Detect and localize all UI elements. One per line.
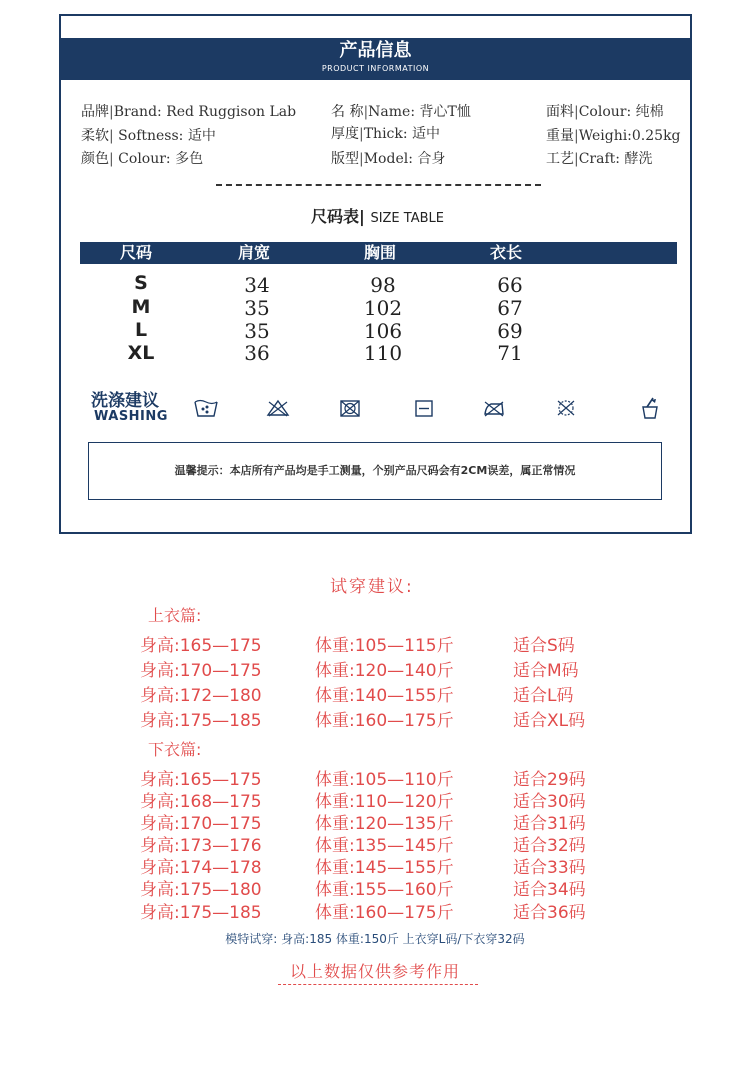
size-table-header bbox=[80, 242, 677, 264]
size-cell: L bbox=[134, 319, 148, 341]
weight-range: 体重:155—160斤 bbox=[315, 880, 454, 900]
reference-disclaimer: 以上数据仅供参考作用 bbox=[289, 962, 460, 981]
height-range: 身高:165—175 bbox=[140, 636, 262, 656]
height-range: 身高:175—185 bbox=[140, 903, 262, 923]
wash-bucket-icon bbox=[637, 396, 663, 420]
recommended-size: 适合30码 bbox=[513, 792, 586, 812]
weight-range: 体重:105—115斤 bbox=[315, 636, 454, 656]
info-colour-key: 颜色 bbox=[81, 151, 109, 167]
bottom-section-label: 下衣篇: bbox=[148, 740, 202, 759]
height-range: 身高:175—180 bbox=[140, 880, 262, 900]
size-table-title-en: SIZE TABLE bbox=[370, 211, 444, 226]
size-table-title-cn: 尺码表 bbox=[311, 207, 360, 226]
banner-title-cn: 产品信息 bbox=[339, 40, 412, 61]
info-model: 版型|Model: 合身 bbox=[331, 151, 446, 167]
height-range: 身高:165—175 bbox=[140, 770, 262, 790]
chest-cell: 102 bbox=[363, 296, 403, 320]
chest-cell: 98 bbox=[370, 273, 396, 297]
washing-title-cn: 洗涤建议 bbox=[91, 391, 159, 411]
size-header-shoulder: 肩宽 bbox=[238, 243, 271, 262]
recommended-size: 适合29码 bbox=[513, 770, 586, 790]
banner-title-en: PRODUCT INFORMATION bbox=[321, 64, 430, 73]
size-header-length: 衣长 bbox=[490, 243, 523, 262]
info-fabric-value: Colour: 纯棉 bbox=[578, 104, 664, 120]
hand-wash-icon bbox=[193, 396, 219, 420]
height-range: 身高:174—178 bbox=[140, 858, 262, 878]
product-info-card bbox=[59, 14, 692, 534]
recommended-size: 适合33码 bbox=[513, 858, 586, 878]
info-brand-value: Brand: Red Ruggison Lab bbox=[113, 104, 297, 120]
notice-box bbox=[88, 442, 662, 500]
size-header-size: 尺码 bbox=[120, 243, 153, 262]
recommended-size: 适合31码 bbox=[513, 814, 586, 834]
info-model-key: 版型 bbox=[331, 151, 359, 167]
reference-underline bbox=[278, 984, 478, 985]
no-bleach-icon bbox=[265, 396, 291, 420]
shoulder-cell: 36 bbox=[244, 341, 270, 365]
shoulder-cell: 35 bbox=[244, 296, 270, 320]
size-cell: S bbox=[134, 272, 148, 294]
info-craft-key: 工艺 bbox=[546, 151, 574, 167]
no-tumble-dry-icon bbox=[337, 396, 363, 420]
info-name: 名 称|Name: 背心T恤 bbox=[331, 104, 471, 120]
info-fabric: 面料|Colour: 纯棉 bbox=[546, 104, 664, 120]
weight-range: 体重:105—110斤 bbox=[315, 770, 454, 790]
chest-cell: 110 bbox=[363, 341, 403, 365]
length-cell: 66 bbox=[497, 273, 523, 297]
weight-range: 体重:160—175斤 bbox=[315, 711, 454, 731]
recommended-size: 适合32码 bbox=[513, 836, 586, 856]
no-dry-clean-icon bbox=[553, 396, 579, 420]
height-range: 身高:172—180 bbox=[140, 686, 262, 706]
info-weight: 重量|Weighi:0.25kg bbox=[546, 128, 681, 144]
dashed-divider bbox=[216, 184, 541, 186]
info-brand: 品牌|Brand: Red Ruggison Lab bbox=[81, 104, 297, 120]
info-fabric-key: 面料 bbox=[546, 104, 574, 120]
recommended-size: 适合XL码 bbox=[513, 711, 586, 731]
length-cell: 69 bbox=[497, 319, 523, 343]
chest-cell: 106 bbox=[363, 319, 403, 343]
info-softness-key: 柔软 bbox=[81, 128, 109, 144]
top-section-label: 上衣篇: bbox=[148, 606, 202, 625]
height-range: 身高:170—175 bbox=[140, 661, 262, 681]
recommended-size: 适合34码 bbox=[513, 880, 586, 900]
product-info-banner bbox=[61, 38, 690, 80]
weight-range: 体重:120—135斤 bbox=[315, 814, 454, 834]
height-range: 身高:175—185 bbox=[140, 711, 262, 731]
info-colour-value: Colour: 多色 bbox=[118, 151, 204, 167]
recommended-size: 适合36码 bbox=[513, 903, 586, 923]
weight-range: 体重:145—155斤 bbox=[315, 858, 454, 878]
info-brand-key: 品牌 bbox=[81, 104, 109, 120]
suggestion-title: 试穿建议: bbox=[330, 577, 414, 597]
info-model-value: Model: 合身 bbox=[363, 151, 446, 167]
shoulder-cell: 34 bbox=[244, 273, 270, 297]
size-header-chest: 胸围 bbox=[364, 243, 397, 262]
weight-range: 体重:140—155斤 bbox=[315, 686, 454, 706]
length-cell: 71 bbox=[497, 341, 523, 365]
weight-range: 体重:160—175斤 bbox=[315, 903, 454, 923]
recommended-size: 适合S码 bbox=[513, 636, 575, 656]
info-thick-key: 厚度 bbox=[331, 126, 359, 142]
info-name-key: 名 称 bbox=[331, 104, 364, 120]
weight-range: 体重:135—145斤 bbox=[315, 836, 454, 856]
info-craft: 工艺|Craft: 酵洗 bbox=[546, 151, 653, 167]
washing-title-en: WASHING bbox=[94, 409, 168, 424]
info-weight-key: 重量 bbox=[546, 128, 574, 144]
info-colour: 颜色| Colour: 多色 bbox=[81, 151, 204, 167]
weight-range: 体重:120—140斤 bbox=[315, 661, 454, 681]
notice-text: 温馨提示：本店所有产品均是手工测量，个别产品尺码会有2CM误差，属正常情况 bbox=[174, 464, 576, 477]
shoulder-cell: 35 bbox=[244, 319, 270, 343]
size-cell: XL bbox=[127, 342, 155, 364]
length-cell: 67 bbox=[497, 296, 523, 320]
info-thick: 厚度|Thick: 适中 bbox=[331, 126, 441, 142]
no-iron-icon bbox=[481, 396, 507, 420]
info-name-value: Name: 背心T恤 bbox=[368, 104, 471, 120]
info-softness-value: Softness: 适中 bbox=[118, 128, 216, 144]
info-thick-value: Thick: 适中 bbox=[363, 126, 441, 142]
height-range: 身高:173—176 bbox=[140, 836, 262, 856]
weight-range: 体重:110—120斤 bbox=[315, 792, 454, 812]
model-fitting-note: 模特试穿: 身高:185 体重:150斤 上衣穿L码/下衣穿32码 bbox=[225, 932, 525, 946]
height-range: 身高:168—175 bbox=[140, 792, 262, 812]
recommended-size: 适合L码 bbox=[513, 686, 574, 706]
size-table-title: 尺码表| SIZE TABLE bbox=[311, 207, 444, 226]
info-softness: 柔软| Softness: 适中 bbox=[81, 128, 216, 144]
info-weight-value: Weighi:0.25kg bbox=[578, 128, 681, 144]
dry-flat-icon bbox=[411, 396, 437, 420]
recommended-size: 适合M码 bbox=[513, 661, 579, 681]
info-craft-value: Craft: 酵洗 bbox=[578, 151, 653, 167]
height-range: 身高:170—175 bbox=[140, 814, 262, 834]
size-cell: M bbox=[131, 296, 151, 318]
